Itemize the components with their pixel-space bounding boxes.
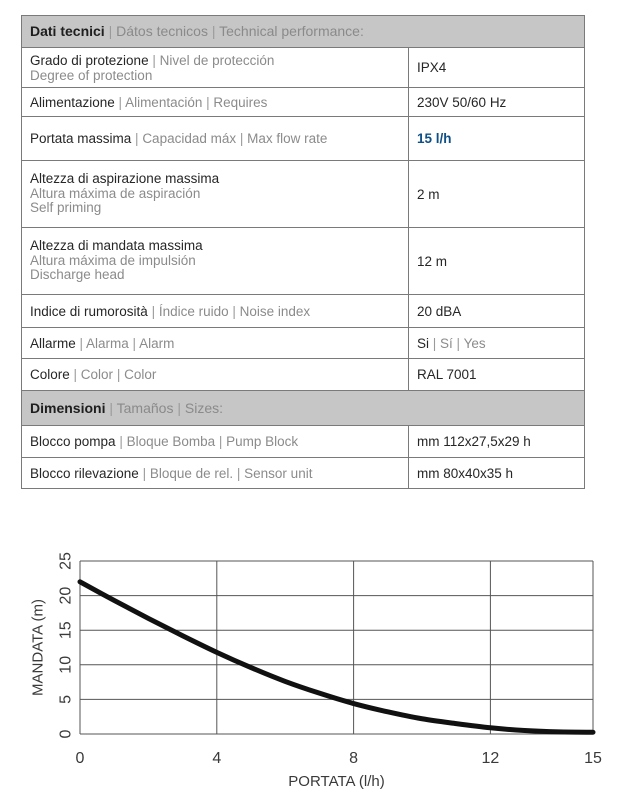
label-cell [22,117,409,161]
value-cell: mm 112x27,5x29 h [409,426,585,458]
tech-header-cell [22,16,585,48]
value-cell: RAL 7001 [409,359,585,391]
value-it: Si [417,335,430,351]
tech-header-main: Dati tecnici [30,23,105,39]
x-axis-label: PORTATA (l/h) [288,773,385,790]
label-cell [22,88,409,117]
y-tick-label: 10 [57,655,75,674]
label-en: Discharge head [30,267,125,283]
y-tick-label: 25 [57,552,75,570]
sep: | [69,367,81,382]
series-line [80,582,593,733]
label-en: Color [124,367,157,382]
dim-header-main: Dimensioni [30,399,106,416]
value-cell: 2 m [409,161,585,228]
sep: | [113,367,125,382]
sep: | [148,52,160,68]
tech-header-es: Dátos tecnicos [116,23,208,39]
value-es: Sí [440,335,453,351]
row-suction [22,161,585,228]
tech-header-sep: | [207,23,220,39]
row-flow [22,117,585,161]
label-en: Pump Block [226,434,299,449]
sep: | [236,131,248,146]
label-it: Blocco rilevazione [30,465,139,481]
label-it: Colore [30,367,70,382]
label-it: Blocco pompa [30,434,116,449]
sep: | [215,434,227,449]
sep: | [233,465,245,481]
y-tick-label: 15 [57,621,75,640]
label-es: Bloque de rel. [149,465,234,481]
sep: | [202,94,214,110]
label-it: Grado di protezione [30,52,149,68]
value-cell [409,328,585,359]
dim-header-es: Tamaños [116,399,174,416]
flow-head-chart [0,540,632,803]
label-es: Alimentación [125,94,203,110]
label-cell [22,228,409,295]
label-en: Degree of protection [30,67,153,83]
y-axis-label: MANDATA (m) [29,599,47,696]
y-tick-label: 20 [57,586,75,605]
label-en: Noise index [239,303,311,319]
sep: | [131,131,143,146]
dim-header-en: Sizes: [184,399,223,416]
sep: | [429,335,441,351]
sep: | [452,335,464,351]
dim-header-row [22,391,585,426]
x-axis-ticks [76,750,602,767]
sep: | [115,434,127,449]
label-cell [22,359,409,391]
chart-grid [80,561,593,734]
value-en: Yes [463,335,486,351]
label-it: Altezza di mandata massima [30,238,203,254]
label-es: Altura máxima de impulsión [30,252,196,268]
y-tick-label: 0 [57,729,75,739]
value-cell: 12 m [409,228,585,295]
row-sensor-unit [22,458,585,489]
x-tick-label: 8 [349,750,359,767]
label-es: Nivel de protección [159,52,275,68]
spec-table [21,15,585,489]
sep: | [147,303,159,319]
sep: | [138,465,150,481]
row-color [22,359,585,391]
label-it: Indice di rumorosità [30,303,148,319]
label-cell [22,328,409,359]
label-it: Alimentazione [30,94,115,110]
label-cell [22,295,409,328]
x-tick-label: 0 [75,750,85,767]
y-axis-ticks [58,552,75,738]
row-discharge [22,228,585,295]
sep: | [105,399,117,416]
row-power [22,88,585,117]
value-cell: mm 80x40x35 h [409,458,585,489]
label-en: Sensor unit [244,465,313,481]
tech-header-row [22,16,585,48]
row-pump-block [22,426,585,458]
row-alarm [22,328,585,359]
sep: | [75,335,87,351]
x-tick-label: 12 [481,750,500,767]
label-es: Altura máxima de aspiración [30,185,201,201]
x-tick-label: 15 [584,750,602,767]
sep: | [228,303,240,319]
label-it: Portata massima [30,131,132,146]
label-it: Allarme [30,335,76,351]
value-cell: IPX4 [409,48,585,88]
label-en: Alarm [139,335,175,351]
row-noise [22,295,585,328]
label-es: Índice ruido [158,303,229,319]
label-es: Bloque Bomba [126,434,216,449]
label-en: Requires [213,94,268,110]
sep: | [173,399,185,416]
label-cell [22,426,409,458]
row-protection [22,48,585,88]
x-tick-label: 4 [212,750,222,767]
label-it: Altezza di aspirazione massima [30,171,220,187]
label-cell [22,48,409,88]
y-tick-label: 5 [57,694,75,704]
max-flow-value: 15 l/h [409,117,585,161]
value-cell: 20 dBA [409,295,585,328]
sep: | [128,335,140,351]
sep: | [114,94,126,110]
label-es: Alarma [86,335,129,351]
value-cell: 230V 50/60 Hz [409,88,585,117]
label-cell [22,161,409,228]
tech-header-sep: | [104,23,117,39]
label-es: Color [80,367,114,382]
label-cell [22,458,409,489]
label-es: Capacidad máx [142,131,237,146]
dim-header-cell [22,391,585,426]
tech-header-en: Technical performance: [219,23,364,39]
label-en: Self priming [30,200,102,216]
label-en: Max flow rate [247,131,328,146]
